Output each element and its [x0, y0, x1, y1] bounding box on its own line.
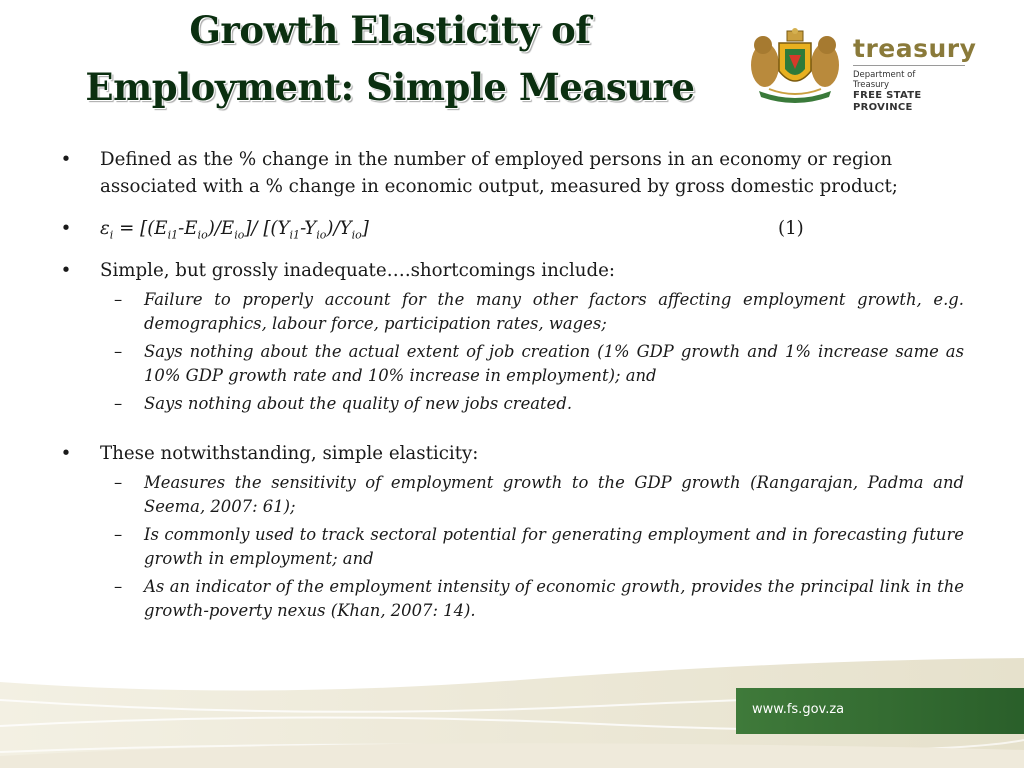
- treasury-brand: [853, 35, 975, 114]
- sub-item-text: As an indicator of the employment intensity of economic growth, provides the principal link in the growth-poverty nexus (Khan, 2007: 14).: [144, 577, 964, 620]
- sub-item-text: Says nothing about the actual extent of job creation (1% GDP growth and 1% increase same as 10% GDP growth rate and 10% increase in employment); and: [144, 342, 964, 385]
- coat-of-arms-icon: [745, 25, 845, 107]
- sub-item: [60, 288, 964, 336]
- bullet-icon: •: [60, 218, 72, 239]
- equation-number: (1): [778, 218, 804, 239]
- dash-icon: –: [114, 342, 123, 361]
- footer-band: [0, 640, 1024, 768]
- bullet-text: These notwithstanding, simple elasticity:: [100, 443, 479, 464]
- elasticity-formula: $\varepsilon_i = [(E_{i1}-E_{io})/E_{io}]/$ $[(Y_{i1}-Y_{io})/Y_{io}]$: [100, 218, 369, 242]
- bullet-text: Simple, but grossly inadequate….shortcomings include:: [100, 260, 616, 281]
- bullet-text: Defined as the % change in the number of employed persons in an economy or region associated with a % change in economic output, measured by gross domestic product;: [100, 149, 898, 197]
- treasury-logo: [745, 25, 977, 113]
- title-line-1: Growth Elasticity of: [189, 8, 591, 52]
- website-link[interactable]: www.fs.gov.za: [752, 702, 845, 717]
- brand-divider: [853, 65, 965, 66]
- bullet-icon: •: [60, 260, 72, 281]
- dash-icon: –: [114, 473, 123, 492]
- sub-item: [60, 575, 964, 623]
- bullet-definition: [60, 146, 964, 200]
- sub-item: [60, 392, 964, 416]
- sub-item: [60, 340, 964, 388]
- bullet-shortcomings: [60, 257, 964, 284]
- bullet-icon: •: [60, 149, 72, 170]
- sub-item-text: Says nothing about the quality of new jobs created.: [144, 394, 573, 413]
- sub-item: [60, 523, 964, 571]
- sub-item-text: Measures the sensitivity of employment growth to the GDP growth (Rangarajan, Padma and Seema, 2007: 61);: [144, 473, 964, 516]
- brand-line-1: Department of: [853, 70, 916, 80]
- dash-icon: –: [114, 290, 123, 309]
- title-line-2: Employment: Simple Measure: [85, 65, 695, 109]
- sub-item-text: Is commonly used to track sectoral potential for generating employment and in forecasting future growth in employment; and: [144, 525, 964, 568]
- brand-line-3: FREE STATE PROVINCE: [853, 90, 922, 113]
- dash-icon: –: [114, 577, 123, 596]
- bullet-icon: •: [60, 443, 72, 464]
- dash-icon: –: [114, 394, 123, 413]
- sub-item: [60, 471, 964, 519]
- slide-content: [60, 146, 964, 623]
- sub-item-text: Failure to properly account for the many other factors affecting employment growth, e.g. demographics, labour force, participation rates, wages;: [144, 290, 964, 333]
- brand-name: treasury: [853, 34, 977, 63]
- dash-icon: –: [114, 525, 123, 544]
- bullet-formula: [60, 215, 964, 242]
- brand-line-2: Treasury: [853, 80, 890, 90]
- bullet-notwithstanding: [60, 440, 964, 467]
- slide-title: [40, 2, 740, 116]
